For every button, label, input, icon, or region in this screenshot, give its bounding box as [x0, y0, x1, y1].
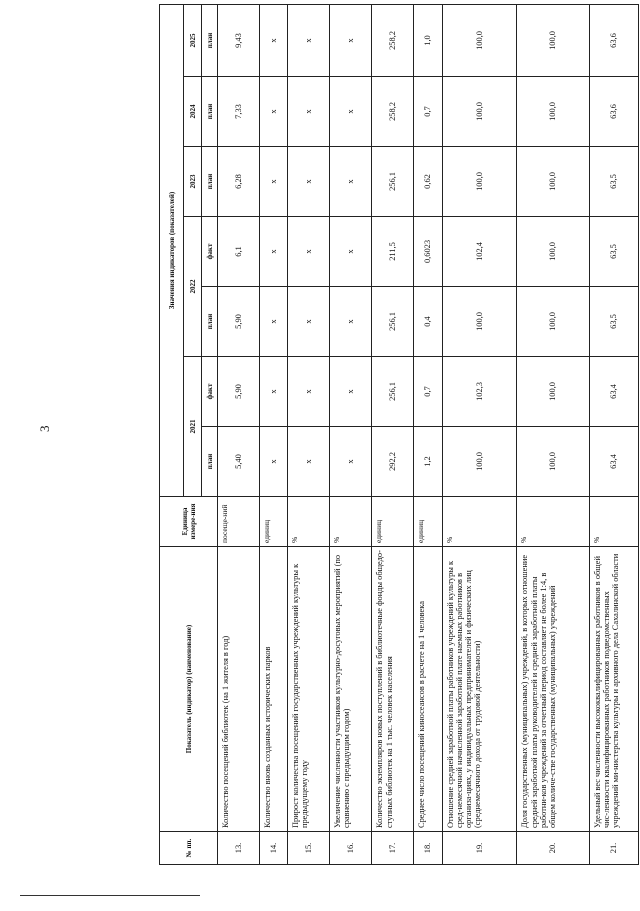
unit-cell: % — [442, 497, 517, 547]
indicator-name: Удельный вес численности высококвалифицированных работников в общей чис-ленности квалифицированных работников подведомственных учреждений ми-нистерства культуры и архивного дела Сахалинской области — [589, 547, 638, 832]
col-unit-header: Единица измере-ния — [160, 497, 218, 547]
value-cell: х — [260, 357, 288, 427]
value-cell: 6,1 — [218, 217, 260, 287]
value-cell: х — [260, 5, 288, 77]
value-cell: 5,90 — [218, 357, 260, 427]
value-cell: х — [330, 357, 372, 427]
value-cell: х — [260, 147, 288, 217]
table-row — [414, 5, 442, 865]
value-cell: 0,7 — [414, 77, 442, 147]
value-cell: 256,1 — [372, 147, 414, 217]
value-cell: 100,0 — [517, 77, 590, 147]
row-number: 14. — [260, 832, 288, 865]
value-cell: 1,0 — [414, 5, 442, 77]
value-cell: 7,33 — [218, 77, 260, 147]
value-cell: 256,1 — [372, 287, 414, 357]
fact-header: факт — [202, 357, 218, 427]
year-header-2025: 2025 — [184, 5, 202, 77]
table-row — [372, 5, 414, 865]
page-bottom-rule — [20, 895, 200, 896]
year-header-2024: 2024 — [184, 77, 202, 147]
value-cell: х — [288, 147, 330, 217]
value-cell: 6,28 — [218, 147, 260, 217]
value-cell: 100,0 — [517, 287, 590, 357]
value-cell: 63,5 — [589, 147, 638, 217]
value-cell: 100,0 — [442, 77, 517, 147]
year-header-2022: 2022 — [184, 217, 202, 357]
table-row — [218, 5, 260, 865]
value-cell: х — [330, 5, 372, 77]
plan-header: план — [202, 5, 218, 77]
table-row — [260, 5, 288, 865]
page-number: 3 — [37, 425, 52, 432]
value-cell: 63,5 — [589, 287, 638, 357]
plan-header: план — [202, 287, 218, 357]
value-cell: х — [288, 427, 330, 497]
value-cell: 9,43 — [218, 5, 260, 77]
value-cell: 0,62 — [414, 147, 442, 217]
value-cell: 0,7 — [414, 357, 442, 427]
value-cell: х — [260, 427, 288, 497]
plan-header: план — [202, 147, 218, 217]
unit-cell: % — [589, 497, 638, 547]
unit-cell: % — [330, 497, 372, 547]
value-cell: х — [330, 287, 372, 357]
table-row — [589, 5, 638, 865]
col-no-header: № пп. — [160, 832, 218, 865]
value-cell: 5,90 — [218, 287, 260, 357]
value-cell: 63,5 — [589, 217, 638, 287]
row-number: 17. — [372, 832, 414, 865]
value-cell: 258,2 — [372, 5, 414, 77]
value-cell: х — [260, 77, 288, 147]
value-cell: 292,2 — [372, 427, 414, 497]
value-cell: 100,0 — [442, 427, 517, 497]
value-cell: х — [288, 77, 330, 147]
row-number: 20. — [517, 832, 590, 865]
value-cell: 100,0 — [517, 427, 590, 497]
value-cell: 5,40 — [218, 427, 260, 497]
value-cell: 102,4 — [442, 217, 517, 287]
table-row — [517, 5, 590, 865]
value-cell: 100,0 — [517, 357, 590, 427]
row-number: 15. — [288, 832, 330, 865]
plan-header: план — [202, 77, 218, 147]
value-cell: 100,0 — [517, 217, 590, 287]
value-cell: 100,0 — [517, 147, 590, 217]
value-cell: 258,2 — [372, 77, 414, 147]
value-cell: х — [330, 217, 372, 287]
plan-header: план — [202, 427, 218, 497]
value-cell: х — [330, 77, 372, 147]
value-cell: 1,2 — [414, 427, 442, 497]
value-cell: х — [288, 5, 330, 77]
year-header-2023: 2023 — [184, 147, 202, 217]
value-cell: х — [288, 287, 330, 357]
value-cell: х — [260, 217, 288, 287]
row-number: 21. — [589, 832, 638, 865]
value-cell: 63,4 — [589, 357, 638, 427]
value-cell: 256,1 — [372, 357, 414, 427]
table-row — [330, 5, 372, 865]
indicator-name: Количество экземпляров новых поступлений в библиотечные фонды общедо-ступных библиотек на 1 тыс. человек населения — [372, 547, 414, 832]
table-row — [442, 5, 517, 865]
year-header-2021: 2021 — [184, 357, 202, 497]
row-number: 16. — [330, 832, 372, 865]
row-number: 19. — [442, 832, 517, 865]
indicator-name: Количество посещений библиотек (на 1 жителя в год) — [218, 547, 260, 832]
row-number: 18. — [414, 832, 442, 865]
unit-cell: % — [517, 497, 590, 547]
indicator-name: Доля государственных (муниципальных) учреждений, в которых отношение средней заработной платы руководителей и средней заработной платы работни-ков учреждений за отчетный период составляет не более 1:4, в общем количе-стве государственных (муниципальных) учреждений — [517, 547, 590, 832]
col-indicator-header: Показатель (индикатор) (наименование) — [160, 547, 218, 832]
indicator-name: Прирост количества посещений государственных учреждений культуры к предыдущему году — [288, 547, 330, 832]
indicator-name: Отношение средней заработной платы работников учреждений культуры к сред-немесячной начисленной заработной плате наемных работников в организа-циях, у индивидуальных предпринимателей и физических лиц (среднемесячного дохода от трудовой деятельности) — [442, 547, 517, 832]
unit-cell: % — [288, 497, 330, 547]
fact-header: факт — [202, 217, 218, 287]
value-cell: 63,6 — [589, 77, 638, 147]
unit-cell: единиц — [372, 497, 414, 547]
value-cell: 63,4 — [589, 427, 638, 497]
value-cell: х — [288, 217, 330, 287]
value-cell: 102,3 — [442, 357, 517, 427]
value-cell: 100,0 — [442, 147, 517, 217]
value-cell: 211,5 — [372, 217, 414, 287]
value-cell: х — [260, 287, 288, 357]
value-cell: 100,0 — [442, 287, 517, 357]
value-cell: х — [330, 427, 372, 497]
unit-cell: единиц — [260, 497, 288, 547]
unit-cell: посеще-ний — [218, 497, 260, 547]
value-cell: 63,6 — [589, 5, 638, 77]
indicator-name: Количество вновь созданных исторических парков — [260, 547, 288, 832]
indicator-name: Увеличение численности участников культурно-досуговых мероприятий (по сравнению с предыдущим годом) — [330, 547, 372, 832]
value-cell: 100,0 — [517, 5, 590, 77]
value-cell: 0,4 — [414, 287, 442, 357]
indicators-table-rotated — [159, 5, 639, 865]
unit-cell: единиц — [414, 497, 442, 547]
values-group-header: Значения индикаторов (показателей) — [160, 5, 184, 497]
table-row — [288, 5, 330, 865]
value-cell: 100,0 — [442, 5, 517, 77]
indicators-table — [159, 4, 639, 865]
row-number: 13. — [218, 832, 260, 865]
indicator-name: Среднее число посещений киносеансов в расчете на 1 человека — [414, 547, 442, 832]
value-cell: 0,6023 — [414, 217, 442, 287]
value-cell: х — [288, 357, 330, 427]
value-cell: х — [330, 147, 372, 217]
